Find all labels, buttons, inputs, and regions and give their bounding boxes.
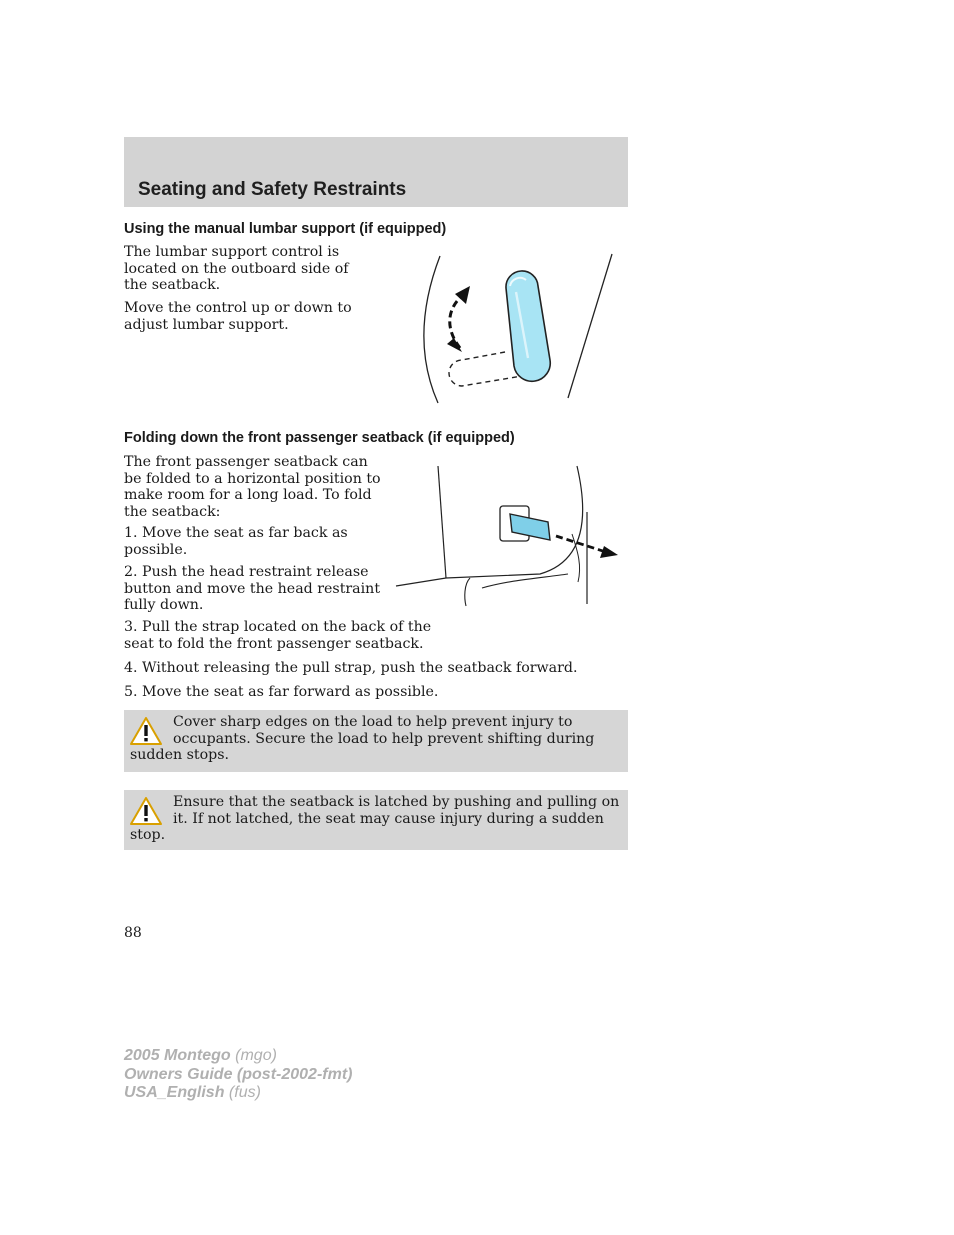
- warning-box-2: [124, 790, 628, 850]
- document-footer: [124, 1047, 352, 1103]
- lumbar-control-illustration: [410, 248, 625, 408]
- warning-text-1: Cover sharp edges on the load to help prevent injury to occupants. Secure the load to help prevent shifting during sudden stops.: [130, 714, 595, 763]
- footer-line-2: Owners Guide (post-2002-fmt): [124, 1065, 353, 1083]
- warning-triangle-icon: [129, 796, 163, 826]
- lumbar-heading: Using the manual lumbar support (if equipped): [124, 221, 447, 237]
- lumbar-paragraph-1: The lumbar support control is located on the outboard side of the seatback.: [124, 244, 349, 293]
- seatback-strap-illustration: [390, 462, 624, 612]
- folding-step-1: 1. Move the seat as far back as possible.: [124, 525, 348, 558]
- folding-heading: Folding down the front passenger seatback (if equipped): [124, 430, 515, 446]
- folding-step-4: 4. Without releasing the pull strap, push the seatback forward.: [124, 660, 578, 676]
- folding-intro: The front passenger seatback can be folded to a horizontal position to make room for a long load. To fold the seatback:: [124, 454, 381, 520]
- warning-text-2: Ensure that the seatback is latched by pushing and pulling on it. If not latched, the seat may cause injury during a sudden stop.: [130, 794, 620, 843]
- warning-box-1: [124, 710, 628, 772]
- folding-step-5: 5. Move the seat as far forward as possible.: [124, 684, 439, 700]
- section-title: Seating and Safety Restraints: [138, 179, 407, 200]
- folding-step-3: 3. Pull the strap located on the back of the seat to fold the front passenger seatback.: [124, 619, 432, 652]
- section-header-band: [124, 137, 628, 207]
- lumbar-paragraph-2: Move the control up or down to adjust lumbar support.: [124, 300, 352, 333]
- warning-triangle-icon: [129, 716, 163, 746]
- footer-line-1: 2005 Montego (mgo): [124, 1047, 277, 1064]
- page-number: 88: [124, 925, 142, 941]
- footer-line-3: USA_English (fus): [124, 1084, 261, 1101]
- folding-step-2: 2. Push the head restraint release button and move the head restraint fully down.: [124, 564, 381, 613]
